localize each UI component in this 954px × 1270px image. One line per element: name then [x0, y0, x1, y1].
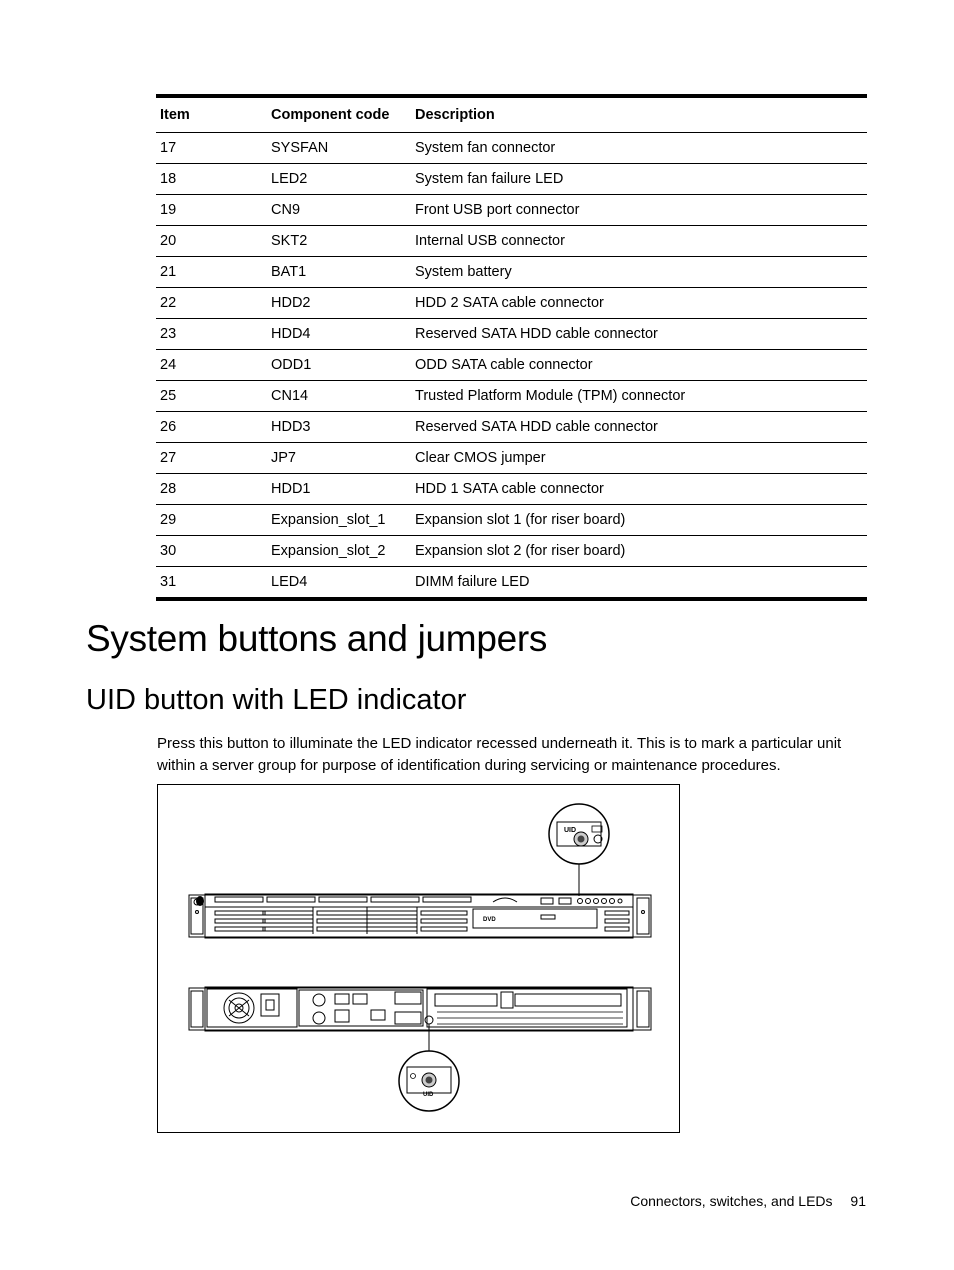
- table-row: [156, 319, 867, 350]
- table-header-row: [156, 96, 867, 133]
- rear-uid-label: UID: [423, 1092, 434, 1098]
- cell-description: System battery: [411, 257, 867, 288]
- component-table-wrapper: [156, 94, 867, 601]
- cell-component-code: SKT2: [267, 226, 411, 257]
- cell-component-code: BAT1: [267, 257, 411, 288]
- table-row: [156, 381, 867, 412]
- table-row: [156, 567, 867, 600]
- cell-item: 19: [156, 195, 267, 226]
- cell-description: System fan failure LED: [411, 164, 867, 195]
- cell-description: Front USB port connector: [411, 195, 867, 226]
- cell-description: Expansion slot 1 (for riser board): [411, 505, 867, 536]
- cell-item: 25: [156, 381, 267, 412]
- cell-item: 30: [156, 536, 267, 567]
- header-component-code: Component code: [267, 96, 411, 133]
- cell-component-code: Expansion_slot_2: [267, 536, 411, 567]
- hp-logo-icon: [196, 896, 204, 906]
- cell-component-code: JP7: [267, 443, 411, 474]
- table-row: [156, 288, 867, 319]
- server-figure: [157, 784, 680, 1133]
- cell-description: Trusted Platform Module (TPM) connector: [411, 381, 867, 412]
- table-row: [156, 226, 867, 257]
- server-illustration: [157, 784, 680, 1133]
- table-row: [156, 536, 867, 567]
- page-footer: [630, 1193, 866, 1209]
- table-row: [156, 474, 867, 505]
- cell-item: 22: [156, 288, 267, 319]
- cell-item: 28: [156, 474, 267, 505]
- cell-description: ODD SATA cable connector: [411, 350, 867, 381]
- header-description: Description: [411, 96, 867, 133]
- cell-component-code: HDD2: [267, 288, 411, 319]
- cell-description: System fan connector: [411, 133, 867, 164]
- cell-component-code: HDD4: [267, 319, 411, 350]
- subsection-title: UID button with LED indicator: [86, 684, 467, 716]
- section-title: System buttons and jumpers: [86, 618, 548, 659]
- cell-component-code: HDD3: [267, 412, 411, 443]
- table-row: [156, 505, 867, 536]
- cell-description: HDD 2 SATA cable connector: [411, 288, 867, 319]
- cell-component-code: ODD1: [267, 350, 411, 381]
- cell-item: 23: [156, 319, 267, 350]
- cell-component-code: SYSFAN: [267, 133, 411, 164]
- cell-item: 27: [156, 443, 267, 474]
- cell-component-code: CN14: [267, 381, 411, 412]
- cell-item: 17: [156, 133, 267, 164]
- cell-item: 26: [156, 412, 267, 443]
- cell-component-code: LED2: [267, 164, 411, 195]
- header-item: Item: [156, 96, 267, 133]
- front-uid-label: UID: [564, 827, 577, 834]
- cell-item: 21: [156, 257, 267, 288]
- table-row: [156, 164, 867, 195]
- page-number: 91: [850, 1193, 866, 1209]
- cell-item: 20: [156, 226, 267, 257]
- cell-description: Clear CMOS jumper: [411, 443, 867, 474]
- cell-description: HDD 1 SATA cable connector: [411, 474, 867, 505]
- cell-component-code: CN9: [267, 195, 411, 226]
- component-table: [156, 94, 867, 601]
- cell-description: Reserved SATA HDD cable connector: [411, 412, 867, 443]
- cell-item: 24: [156, 350, 267, 381]
- footer-text: Connectors, switches, and LEDs: [630, 1193, 833, 1209]
- cell-item: 18: [156, 164, 267, 195]
- cell-description: Expansion slot 2 (for riser board): [411, 536, 867, 567]
- cell-component-code: LED4: [271, 574, 308, 590]
- table-row: [156, 195, 867, 226]
- cell-component-code: Expansion_slot_1: [267, 505, 411, 536]
- body-paragraph: Press this button to illuminate the LED indicator recessed underneath it. This is to mark a particular unit within a server group for purpose of identification during servicing or maintenance procedures.: [157, 735, 842, 774]
- cell-description: DIMM failure LED: [415, 574, 530, 590]
- table-row: [156, 443, 867, 474]
- table-row: [156, 257, 867, 288]
- cell-item: 31: [160, 574, 177, 590]
- cell-description: Internal USB connector: [411, 226, 867, 257]
- cell-description: Reserved SATA HDD cable connector: [411, 319, 867, 350]
- cell-component-code: HDD1: [267, 474, 411, 505]
- cell-item: 29: [156, 505, 267, 536]
- table-row: [156, 412, 867, 443]
- svg-text:DVD: DVD: [483, 917, 496, 923]
- table-row: [156, 350, 867, 381]
- table-row: [156, 133, 867, 164]
